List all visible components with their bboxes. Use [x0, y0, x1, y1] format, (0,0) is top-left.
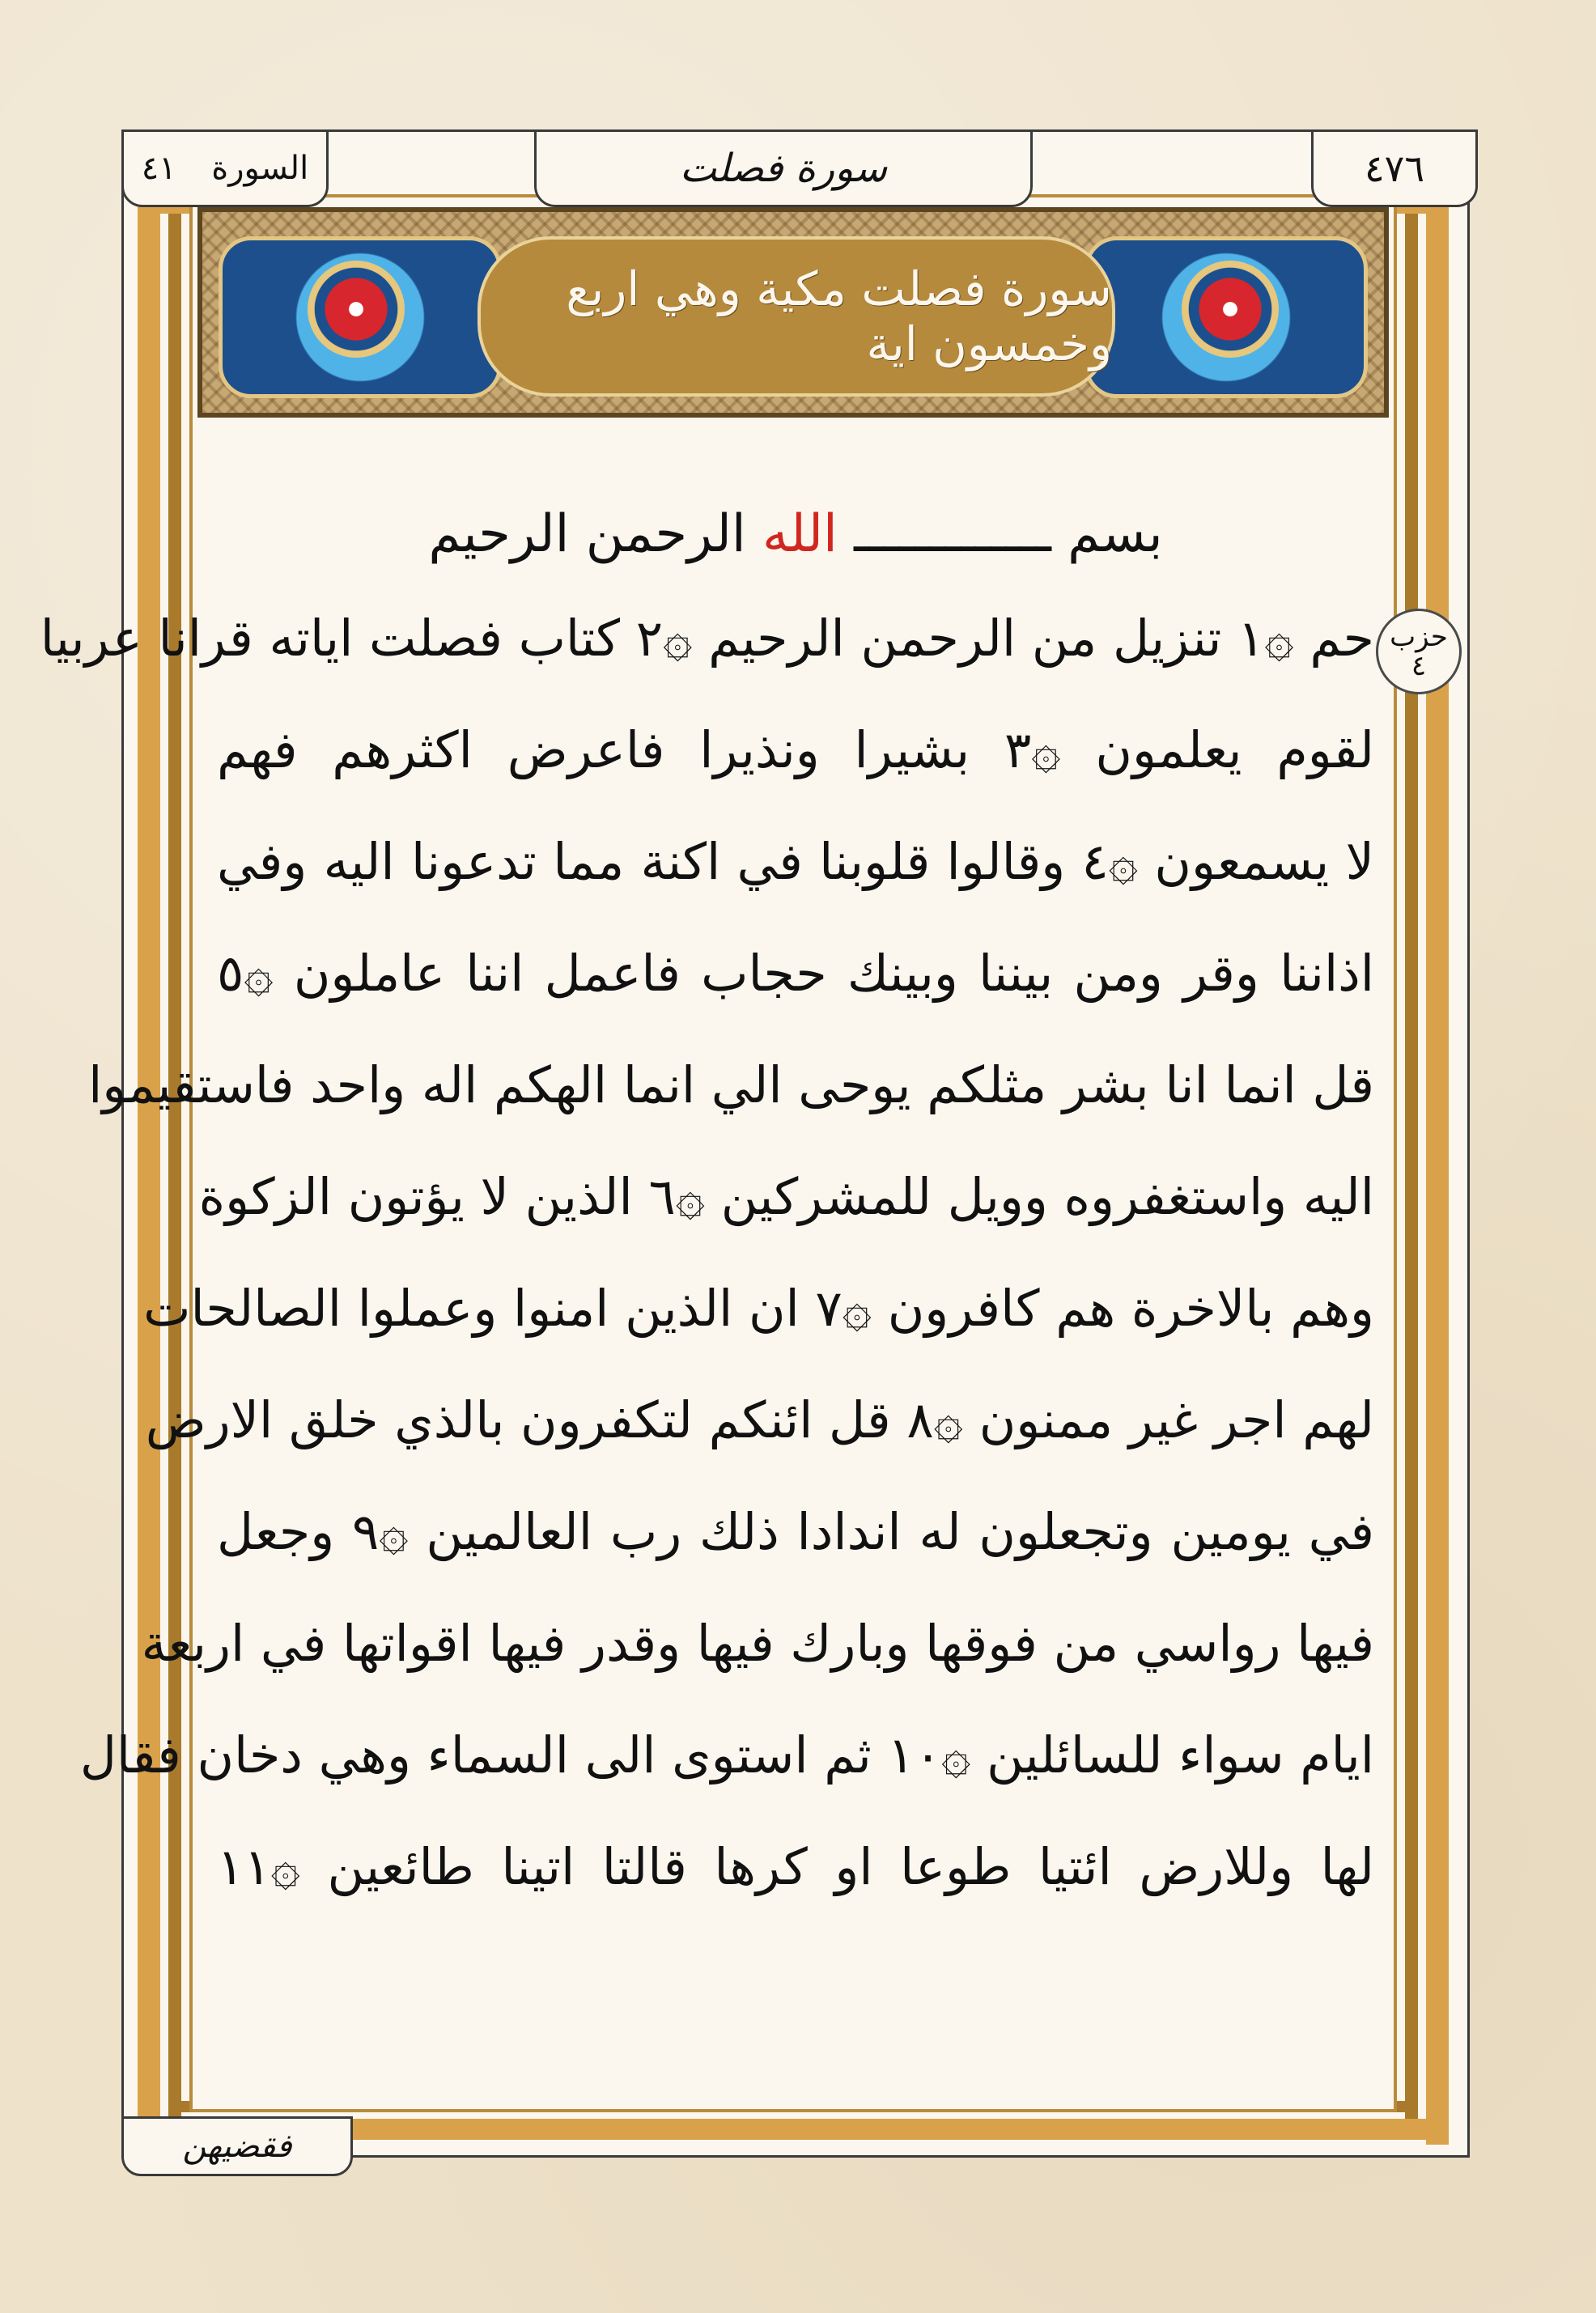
quran-text-block [40, 486, 1374, 1923]
hizb-marker-text: حزب ٤ [1390, 621, 1448, 682]
text-line: في يومين وتجعلون له اندادا ذلك رب العالمين ۞٩ وجعل [217, 1502, 1374, 1561]
text-line: حم ۞١ تنزيل من الرحمن الرحيم ۞٢ كتاب فصلت اياته قرانا عربيا [40, 609, 1374, 668]
basmala-suffix: الرحمن الرحيم [428, 504, 746, 564]
basmala-allah: الله [762, 504, 838, 564]
frame-stripe-right [1426, 202, 1449, 2145]
surah-title: سورة فصلت [679, 146, 888, 191]
surah-number-tab [121, 129, 329, 207]
text-line: ايام سواء للسائلين ۞١٠ ثم استوى الى السماء وهي دخان فقال [79, 1725, 1374, 1785]
frame-stripe-bottom [348, 2119, 1449, 2140]
text-line: لقوم يعلمون ۞٣ بشيرا ونذيرا فاعرض اكثرهم فهم [217, 720, 1374, 779]
text-line: لا يسمعون ۞٤ وقالوا قلوبنا في اكنة مما تدعونا اليه وفي [217, 832, 1374, 891]
catchword-tab [121, 2116, 353, 2176]
text-line: اذاننا وقر ومن بيننا وبينك حجاب فاعمل اننا عاملون ۞٥ [217, 944, 1374, 1003]
page-number: ٤٧٦ [1364, 146, 1425, 190]
surah-label: السورة [211, 150, 309, 187]
basmala-tatweel: ـــــــــــــ [854, 504, 1051, 564]
medallion-left-icon [308, 261, 405, 358]
basmala-line [217, 486, 1374, 583]
surah-title-tab [534, 129, 1033, 207]
text-line: اليه واستغفروه وويل للمشركين ۞٦ الذين لا يؤتون الزكوة [198, 1167, 1374, 1226]
text-line: فيها رواسي من فوقها وبارك فيها وقدر فيها اقواتها في اربعة [141, 1614, 1374, 1673]
catchword: فقضيهن [182, 2128, 292, 2165]
frame-stripe-left [138, 202, 160, 2145]
text-line: لها وللارض ائتيا طوعا او كرها قالتا اتينا طائعين ۞١١ [217, 1837, 1374, 1896]
surah-banner [197, 207, 1389, 418]
frame-stripe-right-inner [1405, 202, 1418, 2137]
text-line: وهم بالاخرة هم كافرون ۞٧ ان الذين امنوا وعملوا الصالحات [143, 1279, 1374, 1338]
banner-title: سورة فصلت مكية وهي اربع وخمسون اية [566, 261, 1112, 371]
page-number-tab [1311, 129, 1478, 207]
medallion-right-icon [1182, 261, 1279, 358]
text-line: لهم اجر غير ممنون ۞٨ قل ائنكم لتكفرون بالذي خلق الارض [145, 1390, 1374, 1449]
hizb-marker-badge [1376, 609, 1462, 694]
surah-number: ٤١ [141, 150, 176, 187]
basmala-prefix: بسم [1068, 504, 1163, 564]
text-line: قل انما انا بشر مثلكم يوحى الي انما الهكم اله واحد فاستقيموا [88, 1055, 1374, 1114]
banner-cartouche [478, 236, 1115, 397]
frame-stripe-left-inner [168, 202, 181, 2137]
